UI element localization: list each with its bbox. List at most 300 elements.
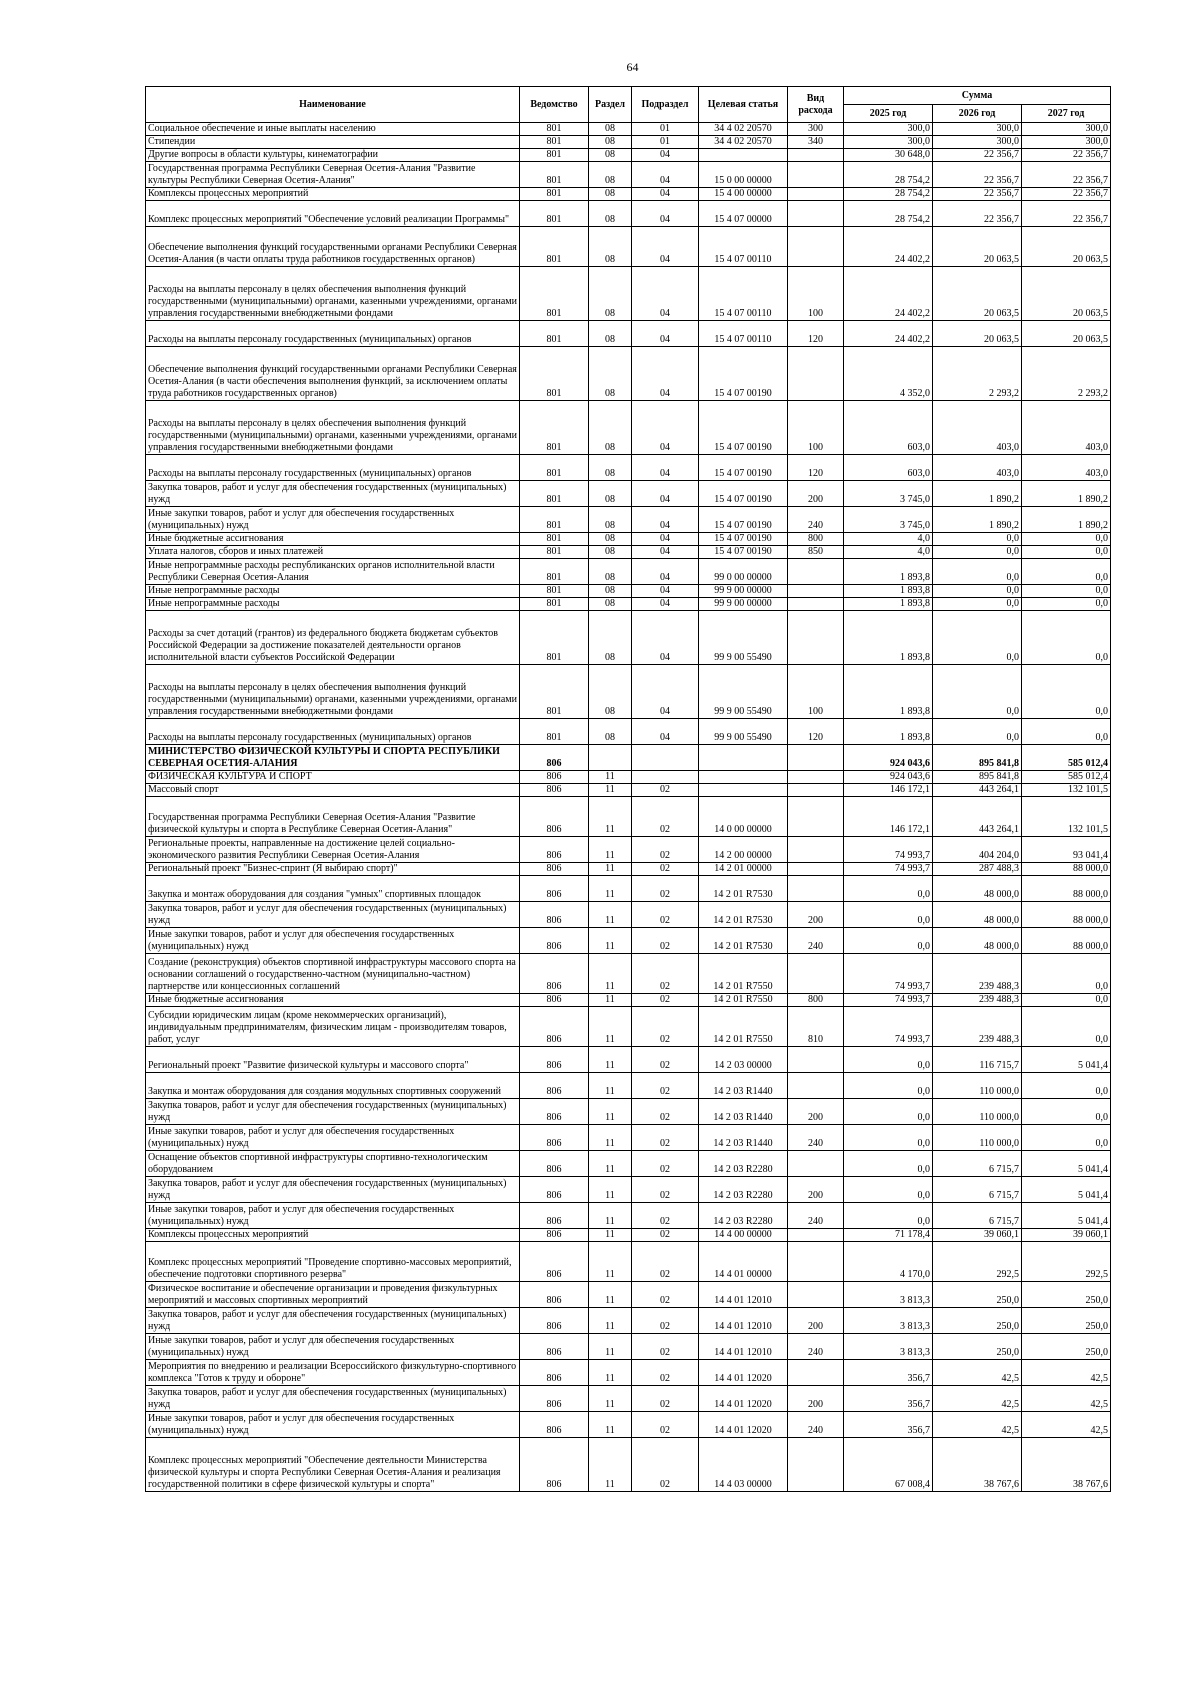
row-subsection: 02 [632,1099,699,1125]
row-2027: 0,0 [1022,994,1111,1007]
table-row [146,1203,1111,1229]
row-2026: 0,0 [933,546,1022,559]
row-subsection: 02 [632,1282,699,1308]
row-name: Государственная программа Республики Северная Осетия-Алания "Развитие физической культуры и спорта в Республике Северная Осетия-Алания" [146,797,520,837]
row-2025: 356,7 [844,1386,933,1412]
row-2027: 2 293,2 [1022,347,1111,401]
row-dept: 801 [520,546,589,559]
row-subsection: 02 [632,954,699,994]
row-expense-type [788,1151,844,1177]
row-subsection: 04 [632,533,699,546]
row-dept: 806 [520,928,589,954]
row-dept: 806 [520,1360,589,1386]
row-2027: 0,0 [1022,1099,1111,1125]
budget-table [145,86,1111,1492]
row-name: Создание (реконструкция) объектов спортивной инфраструктуры массового спорта на основании соглашений о государственно-частном (муниципально-частном) партнерстве или концессионных соглашений [146,954,520,994]
row-dept: 806 [520,771,589,784]
row-subsection: 02 [632,1151,699,1177]
row-2026: 404 204,0 [933,837,1022,863]
row-target: 14 2 01 R7550 [699,954,788,994]
row-2027: 0,0 [1022,546,1111,559]
row-2027: 5 041,4 [1022,1203,1111,1229]
row-2026: 22 356,7 [933,162,1022,188]
row-dept: 806 [520,1282,589,1308]
row-section: 11 [589,1229,632,1242]
row-2027: 0,0 [1022,585,1111,598]
row-2027: 1 890,2 [1022,507,1111,533]
row-subsection: 02 [632,1242,699,1282]
row-section: 11 [589,1282,632,1308]
row-section: 08 [589,227,632,267]
row-section: 08 [589,162,632,188]
table-row [146,837,1111,863]
row-subsection: 02 [632,1438,699,1492]
row-subsection: 04 [632,401,699,455]
row-section: 08 [589,123,632,136]
row-target: 15 4 00 00000 [699,188,788,201]
row-2026: 0,0 [933,665,1022,719]
table-row [146,1360,1111,1386]
row-2026: 300,0 [933,123,1022,136]
table-row [146,954,1111,994]
row-target: 99 9 00 55490 [699,611,788,665]
row-target: 99 0 00 00000 [699,559,788,585]
row-subsection: 02 [632,1412,699,1438]
row-target: 14 2 01 R7530 [699,902,788,928]
row-subsection: 04 [632,321,699,347]
row-target: 14 2 03 R2280 [699,1151,788,1177]
row-expense-type [788,1047,844,1073]
row-subsection: 02 [632,1229,699,1242]
row-2025: 1 893,8 [844,598,933,611]
row-subsection [632,771,699,784]
row-dept: 806 [520,1334,589,1360]
row-2027: 42,5 [1022,1386,1111,1412]
row-expense-type: 100 [788,267,844,321]
row-section: 11 [589,902,632,928]
row-name: Иные закупки товаров, работ и услуг для обеспечения государственных (муниципальных) нужд [146,1203,520,1229]
row-target [699,784,788,797]
row-section: 08 [589,719,632,745]
row-dept: 806 [520,1229,589,1242]
row-expense-type [788,1282,844,1308]
row-subsection: 04 [632,227,699,267]
row-2027: 42,5 [1022,1360,1111,1386]
row-target [699,745,788,771]
row-2025: 3 813,3 [844,1334,933,1360]
row-section: 08 [589,321,632,347]
row-name: Иные закупки товаров, работ и услуг для обеспечения государственных (муниципальных) нужд [146,928,520,954]
row-2025: 71 178,4 [844,1229,933,1242]
row-2026: 403,0 [933,455,1022,481]
row-section: 11 [589,771,632,784]
row-target: 14 2 01 R7530 [699,876,788,902]
row-expense-type: 850 [788,546,844,559]
row-2025: 28 754,2 [844,162,933,188]
row-target: 15 4 07 00190 [699,401,788,455]
row-2026: 287 488,3 [933,863,1022,876]
row-expense-type [788,611,844,665]
row-section: 08 [589,188,632,201]
row-subsection: 02 [632,928,699,954]
row-subsection: 04 [632,546,699,559]
row-2027: 22 356,7 [1022,188,1111,201]
row-expense-type [788,1360,844,1386]
table-row [146,928,1111,954]
row-2025: 603,0 [844,455,933,481]
row-target: 14 2 01 R7550 [699,994,788,1007]
row-2027: 22 356,7 [1022,201,1111,227]
table-row [146,1229,1111,1242]
table-row [146,136,1111,149]
row-expense-type: 240 [788,1412,844,1438]
row-2027: 0,0 [1022,1007,1111,1047]
row-2025: 3 745,0 [844,507,933,533]
row-name: Комплексы процессных мероприятий [146,188,520,201]
row-2027: 0,0 [1022,665,1111,719]
row-section: 08 [589,533,632,546]
table-row [146,559,1111,585]
row-2027: 22 356,7 [1022,149,1111,162]
row-expense-type: 120 [788,719,844,745]
row-target: 14 4 01 12010 [699,1308,788,1334]
row-name: ФИЗИЧЕСКАЯ КУЛЬТУРА И СПОРТ [146,771,520,784]
row-2027: 300,0 [1022,136,1111,149]
row-expense-type [788,876,844,902]
table-row [146,546,1111,559]
table-row [146,745,1111,771]
row-expense-type [788,201,844,227]
row-target: 14 4 01 12020 [699,1360,788,1386]
table-row [146,1438,1111,1492]
row-section: 08 [589,598,632,611]
row-dept: 801 [520,481,589,507]
row-subsection: 02 [632,876,699,902]
row-target: 14 4 01 12010 [699,1334,788,1360]
table-row [146,162,1111,188]
row-2025: 67 008,4 [844,1438,933,1492]
row-2025: 0,0 [844,928,933,954]
row-dept: 801 [520,598,589,611]
row-subsection: 02 [632,784,699,797]
row-name: Региональный проект "Развитие физической культуры и массового спорта" [146,1047,520,1073]
row-2026: 110 000,0 [933,1125,1022,1151]
row-2025: 146 172,1 [844,784,933,797]
row-expense-type [788,771,844,784]
table-row [146,455,1111,481]
row-expense-type [788,797,844,837]
row-subsection: 04 [632,149,699,162]
table-row [146,123,1111,136]
row-expense-type: 240 [788,507,844,533]
row-2025: 1 893,8 [844,559,933,585]
row-name: Субсидии юридическим лицам (кроме некоммерческих организаций), индивидуальным предпринимателям, физическим лицам - производителям товаров, работ, услуг [146,1007,520,1047]
row-2027: 403,0 [1022,401,1111,455]
row-2026: 0,0 [933,533,1022,546]
row-subsection: 02 [632,1360,699,1386]
row-section: 11 [589,1203,632,1229]
table-row [146,227,1111,267]
row-dept: 801 [520,347,589,401]
table-row [146,863,1111,876]
row-2026: 443 264,1 [933,797,1022,837]
row-dept: 806 [520,1412,589,1438]
row-name: Оснащение объектов спортивной инфраструктуры спортивно-технологическим оборудованием [146,1151,520,1177]
row-dept: 806 [520,994,589,1007]
row-2026: 22 356,7 [933,149,1022,162]
row-target: 14 2 03 R1440 [699,1073,788,1099]
row-target: 99 9 00 55490 [699,665,788,719]
row-2025: 28 754,2 [844,201,933,227]
table-row [146,876,1111,902]
row-2025: 3 813,3 [844,1282,933,1308]
row-target: 14 0 00 00000 [699,797,788,837]
row-2026: 38 767,6 [933,1438,1022,1492]
row-2027: 42,5 [1022,1412,1111,1438]
row-section: 11 [589,1151,632,1177]
row-2026: 22 356,7 [933,201,1022,227]
row-subsection: 04 [632,201,699,227]
row-dept: 801 [520,136,589,149]
table-row [146,994,1111,1007]
row-2025: 1 893,8 [844,665,933,719]
row-2025: 300,0 [844,136,933,149]
header-dept: Ведомство [520,87,589,123]
row-dept: 806 [520,1386,589,1412]
row-2027: 0,0 [1022,1125,1111,1151]
row-2027: 22 356,7 [1022,162,1111,188]
row-subsection: 02 [632,1177,699,1203]
row-subsection: 04 [632,719,699,745]
row-dept: 806 [520,876,589,902]
header-2027: 2027 год [1022,105,1111,123]
header-expense-type: Вид расхода [788,87,844,123]
row-expense-type: 120 [788,455,844,481]
row-expense-type [788,837,844,863]
row-2027: 20 063,5 [1022,321,1111,347]
row-dept: 801 [520,507,589,533]
row-section: 08 [589,401,632,455]
row-name: Расходы на выплаты персоналу в целях обеспечения выполнения функций государственными (муниципальными) органами, казенными учреждениями, органами управления государственными внебюджетными фондами [146,267,520,321]
row-subsection: 02 [632,1386,699,1412]
row-target: 14 2 03 R2280 [699,1177,788,1203]
row-dept: 806 [520,863,589,876]
row-name: Закупка товаров, работ и услуг для обеспечения государственных (муниципальных) нужд [146,1099,520,1125]
row-name: Обеспечение выполнения функций государственными органами Республики Северная Осетия-Алания (в части обеспечения выполнения функций, за исключением оплаты труда работников государственных органов) [146,347,520,401]
row-section: 11 [589,1412,632,1438]
row-target: 14 2 03 R1440 [699,1099,788,1125]
row-dept: 806 [520,902,589,928]
row-2025: 356,7 [844,1360,933,1386]
row-dept: 801 [520,321,589,347]
row-section: 11 [589,784,632,797]
row-subsection: 02 [632,902,699,928]
table-row [146,1242,1111,1282]
row-2025: 4,0 [844,533,933,546]
row-section: 11 [589,1177,632,1203]
row-target: 14 4 01 12020 [699,1412,788,1438]
row-2026: 0,0 [933,611,1022,665]
row-section: 11 [589,1334,632,1360]
row-2025: 146 172,1 [844,797,933,837]
row-2026: 403,0 [933,401,1022,455]
row-name: Иные закупки товаров, работ и услуг для обеспечения государственных (муниципальных) нужд [146,1334,520,1360]
row-target: 99 9 00 55490 [699,719,788,745]
row-name: Мероприятия по внедрению и реализации Всероссийского физкультурно-спортивного комплекса "Готов к труду и обороне" [146,1360,520,1386]
row-2025: 74 993,7 [844,994,933,1007]
row-target: 15 4 07 00110 [699,267,788,321]
row-subsection: 02 [632,1047,699,1073]
row-subsection: 02 [632,1007,699,1047]
row-2025: 924 043,6 [844,771,933,784]
table-row [146,784,1111,797]
row-expense-type: 240 [788,1334,844,1360]
row-2026: 39 060,1 [933,1229,1022,1242]
row-name: Комплексы процессных мероприятий [146,1229,520,1242]
row-target: 14 2 00 00000 [699,837,788,863]
row-name: Иные бюджетные ассигнования [146,994,520,1007]
row-subsection: 02 [632,1308,699,1334]
row-expense-type [788,1229,844,1242]
row-name: Закупка товаров, работ и услуг для обеспечения государственных (муниципальных) нужд [146,902,520,928]
row-expense-type: 240 [788,928,844,954]
row-2026: 250,0 [933,1308,1022,1334]
row-2026: 250,0 [933,1334,1022,1360]
table-row [146,347,1111,401]
row-2027: 5 041,4 [1022,1151,1111,1177]
row-2027: 0,0 [1022,611,1111,665]
row-section: 08 [589,136,632,149]
row-2025: 4 352,0 [844,347,933,401]
row-section: 08 [589,611,632,665]
row-name: Иные непрограммные расходы [146,585,520,598]
table-row [146,1047,1111,1073]
table-row [146,797,1111,837]
row-2025: 74 993,7 [844,863,933,876]
row-name: Комплекс процессных мероприятий "Проведение спортивно-массовых мероприятий, обеспечение подготовки спортивного резерва" [146,1242,520,1282]
row-2025: 0,0 [844,1047,933,1073]
row-2026: 2 293,2 [933,347,1022,401]
row-2026: 1 890,2 [933,481,1022,507]
table-row [146,1386,1111,1412]
row-subsection: 04 [632,598,699,611]
row-name: Социальное обеспечение и иные выплаты населению [146,123,520,136]
row-subsection: 04 [632,162,699,188]
row-2026: 250,0 [933,1282,1022,1308]
row-2025: 603,0 [844,401,933,455]
row-2026: 443 264,1 [933,784,1022,797]
row-section: 08 [589,347,632,401]
row-2027: 0,0 [1022,598,1111,611]
row-dept: 801 [520,188,589,201]
row-2026: 110 000,0 [933,1073,1022,1099]
row-dept: 801 [520,665,589,719]
table-row [146,533,1111,546]
row-2025: 356,7 [844,1412,933,1438]
row-expense-type: 200 [788,1099,844,1125]
row-2025: 74 993,7 [844,1007,933,1047]
row-name: Расходы за счет дотаций (грантов) из федерального бюджета бюджетам субъектов Российской Федерации за достижение показателей деятельности органов исполнительной власти субъектов Российской Федерации [146,611,520,665]
row-name: Иные бюджетные ассигнования [146,533,520,546]
row-target: 15 4 07 00190 [699,507,788,533]
row-subsection: 04 [632,481,699,507]
table-row [146,585,1111,598]
row-section: 08 [589,455,632,481]
table-row [146,665,1111,719]
row-dept: 806 [520,745,589,771]
row-section: 08 [589,585,632,598]
table-row [146,719,1111,745]
row-2027: 93 041,4 [1022,837,1111,863]
row-dept: 806 [520,1125,589,1151]
row-2025: 28 754,2 [844,188,933,201]
row-name: Региональный проект "Бизнес-спринт (Я выбираю спорт)" [146,863,520,876]
row-subsection: 04 [632,188,699,201]
row-section: 08 [589,481,632,507]
row-2026: 239 488,3 [933,1007,1022,1047]
row-2026: 895 841,8 [933,745,1022,771]
row-target: 14 4 00 00000 [699,1229,788,1242]
row-subsection: 02 [632,863,699,876]
row-2026: 0,0 [933,559,1022,585]
row-target: 15 4 07 00110 [699,321,788,347]
table-row [146,771,1111,784]
row-target: 15 4 07 00000 [699,201,788,227]
row-target: 15 4 07 00110 [699,227,788,267]
row-expense-type [788,1438,844,1492]
row-2027: 250,0 [1022,1334,1111,1360]
row-subsection: 04 [632,267,699,321]
row-section: 11 [589,876,632,902]
row-2026: 110 000,0 [933,1099,1022,1125]
row-2027: 0,0 [1022,559,1111,585]
row-target: 14 2 01 R7550 [699,1007,788,1047]
row-name: МИНИСТЕРСТВО ФИЗИЧЕСКОЙ КУЛЬТУРЫ И СПОРТА РЕСПУБЛИКИ СЕВЕРНАЯ ОСЕТИЯ-АЛАНИЯ [146,745,520,771]
row-expense-type [788,1242,844,1282]
row-2026: 48 000,0 [933,902,1022,928]
row-expense-type: 240 [788,1203,844,1229]
table-row [146,1125,1111,1151]
row-expense-type: 800 [788,533,844,546]
row-subsection: 01 [632,136,699,149]
row-2025: 24 402,2 [844,227,933,267]
row-expense-type: 200 [788,1177,844,1203]
row-dept: 806 [520,1438,589,1492]
table-row [146,1282,1111,1308]
row-section: 11 [589,1047,632,1073]
row-expense-type [788,954,844,994]
row-name: Региональные проекты, направленные на достижение целей социально-экономического развития Республики Северная Осетия-Алания [146,837,520,863]
row-section: 11 [589,1360,632,1386]
row-dept: 801 [520,559,589,585]
row-section: 08 [589,546,632,559]
row-dept: 801 [520,401,589,455]
row-2026: 48 000,0 [933,876,1022,902]
page-number: 64 [626,60,639,74]
row-2026: 6 715,7 [933,1203,1022,1229]
row-name: Закупка товаров, работ и услуг для обеспечения государственных (муниципальных) нужд [146,1308,520,1334]
row-2026: 1 890,2 [933,507,1022,533]
row-2025: 0,0 [844,1073,933,1099]
row-dept: 801 [520,611,589,665]
row-2025: 24 402,2 [844,321,933,347]
row-name: Физическое воспитание и обеспечение организации и проведения физкультурных мероприятий и массовых спортивных мероприятий [146,1282,520,1308]
row-section: 11 [589,994,632,1007]
row-target: 14 4 03 00000 [699,1438,788,1492]
row-expense-type [788,1073,844,1099]
row-2025: 74 993,7 [844,837,933,863]
row-2027: 88 000,0 [1022,863,1111,876]
